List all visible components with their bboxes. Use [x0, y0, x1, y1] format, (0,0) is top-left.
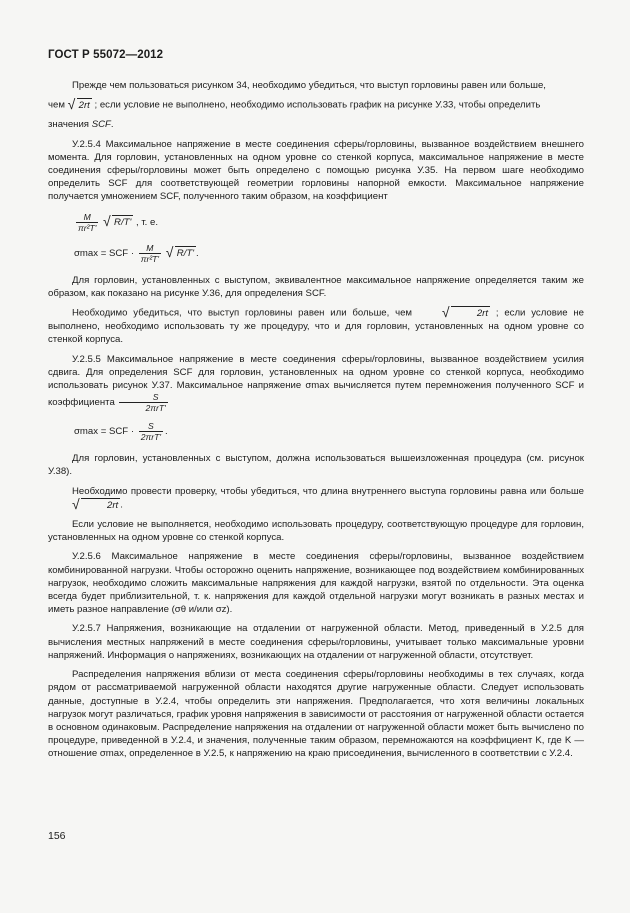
paragraph: Необходимо убедиться, что выступ горловины равен или больше, чем √ 2rt ; если условие не выполнено, необходимо использовать ту же процедуру, что и для горловин, установленных на одном уровне со стенкой корпуса.	[48, 304, 584, 346]
sqrt-expression: √ 2rt	[67, 96, 90, 113]
document-body	[48, 79, 584, 767]
paragraph: У.2.5.5 Максимальное напряжение в месте соединения сферы/горловины, вызванное воздействием усилия сдвига. Для определения SCF для горловин, установленных на одном уровне со стенкой корпуса, необходимо использовать рисунок У.37. Максимальное напряжение σmax вычисляется путем перемножения полученного SCF и коэффициента $\frac{S}{\text{2πrT'}}$	[48, 353, 584, 414]
page-number: 156	[48, 830, 66, 842]
paragraph: Если условие не выполняется, необходимо использовать процедуру, соответствующую процедуре для горловин, установленных на одном уровне со стенкой корпуса.	[48, 519, 584, 544]
paragraph: Необходимо провести проверку, чтобы убедиться, что длина внутреннего выступа горловины равна или больше √ 2rt .	[72, 485, 584, 512]
paragraph: Распределения напряжения вблизи от места соединения сферы/горловины необходимы в тех случаях, когда рядом от рассматриваемой нагруженной области находятся другие нагруженные области. Следует использовать данные, доступные в У.2.4, чтобы определить эти напряжения. Предполагается, что хотя величины локальных нагрузок могут различаться, график уровня напряжения в зависимости от расстояния от нагруженной области остается в основном одинаковым. Распределение напряжения на отдалении от нагруженной области может быть вычислено по процедуре, приведенной в У.2.4, и значения, полученные таким образом, перемножаются на коэффициент K, где K — отношение σmax, определенное в У.2.5, к напряжению на краю присоединения, вычисленного в соответствии с У.2.4.	[48, 669, 584, 760]
paragraph: Прежде чем пользоваться рисунком 34, необходимо убедиться, что выступ горловины равен или больше,	[72, 80, 546, 91]
paragraph: чем √ 2rt ; если условие не выполнено, необходимо использовать график на рисунке У.33, чтобы определить	[48, 96, 541, 113]
formula-sigma-max-shear: σmax = SCF · $\frac{S}{\text{2πrT'}}$ .	[74, 421, 168, 443]
paragraph: У.2.5.6 Максимальное напряжение в месте соединения сферы/горловины, вызванное воздействием комбинированной нагрузки. Чтобы осторожно оценить напряжение, возникающее под воздействием комбинированных нагрузок, необходимо сложить максимальные напряжения для каждой нагрузки, взятой по отдельности. Эта оценка всегда будет приблизительной, т. к. напряжения для каждой отдельной нагрузки могут возникать в разных местах и иметь разное направление (σθ и/или σz).	[48, 551, 584, 616]
paragraph: значения SCF.	[48, 119, 114, 131]
formula-coefficient: $\frac{M}{\text{πr²T'}}$ √ R/T' , т. е.	[78, 211, 159, 233]
paragraph: Для горловин, установленных с выступом, должна использоваться вышеизложенная процедура (см. рисунок У.38).	[48, 453, 584, 478]
document-header: ГОСТ Р 55072—2012	[48, 49, 164, 61]
paragraph: У.2.5.7 Напряжения, возникающие на отдалении от нагруженной области. Метод, приведенный в У.2.5 для вычисления местных напряжений в месте соединения сферы/горловины, учитывает только максимальные уровни напряжений. Информация о напряжениях, возникающих на отдалении от нагруженной области, отсутствует.	[48, 623, 584, 661]
formula-sigma-max-moment: σmax = SCF · $\frac{M}{\text{πr²T'}}$ √ R/T' .	[74, 242, 199, 264]
paragraph: У.2.5.4 Максимальное напряжение в месте соединения сферы/горловины, вызванное воздействием внешнего момента. Для горловин, установленных на одном уровне со стенкой корпуса, максимальное напряжение в месте соединения сферы/горловины может быть определено с помощью рисунка У.35. На первом шаге необходимо определить SCF для соответствующей геометрии горловины напорной емкости. Максимальное напряжение получается умножением SCF, полученного таким образом, на коэффициент	[48, 138, 584, 203]
paragraph: Для горловин, установленных с выступом, эквивалентное максимальное напряжение определяется таким же образом, как показано на рисунке У.36, для определения SCF.	[48, 274, 584, 299]
